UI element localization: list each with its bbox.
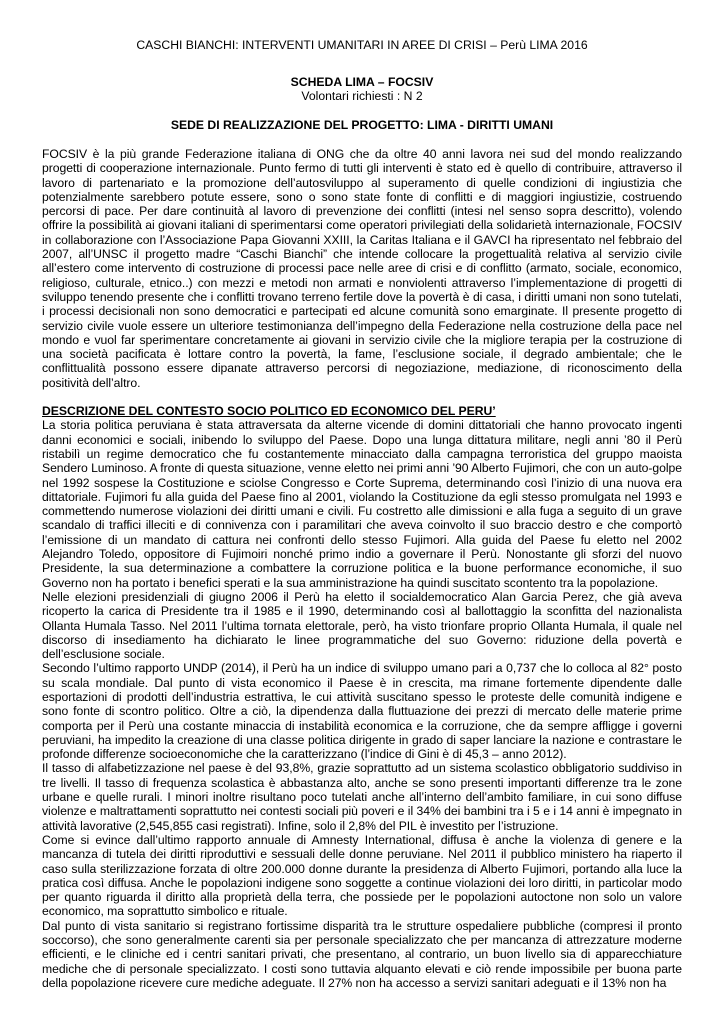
context-paragraph-economy: Secondo l’ultimo rapporto UNDP (2014), il Perù ha un indice di sviluppo umano pari a 0,737 che lo colloca al 82° posto su scala mondiale. Dal punto di vista economico il Paese è in crescita, ma rimane fortemente dipendente dalle esportazioni di prodotti dell’industria estrattiva, le cui attività suscitano spesso le proteste delle comunità indigene e sono fonte di scontro politico. Oltre a ciò, la dipendenza dalla fluttuazione dei prezzi di mercato delle materie prime comporta per il Perù una costante minaccia di instabilità economica e la corruzione, che da sempre affligge i governi peruviani, ha impedito la creazione di una classe politica dirigente in grado di saper lanciare la nazione e contrastare le profonde differenze socioeconomiche che la caratterizzano (l’indice di Gini è di 45,3 – anno 2012).: [42, 661, 682, 762]
context-paragraph-education: Il tasso di alfabetizzazione nel paese è del 93,8%, grazie soprattutto ad un sistema scolastico obbligatorio suddiviso in tre livelli. Il tasso di frequenza scolastica è abbastanza alto, anche se sono presenti importanti differenze tra le zone urbane e quelle rurali. I minori inoltre risultano poco tutelati anche all’interno dell’ambito familiare, in cui sono diffuse violenze e maltrattamenti soprattutto nei contesti sociali più poveri e il 34% dei bambini tra i 5 e i 14 anni è impegnato in attività lavorative (2,545,855 casi registrati). Infine, solo il 2,8% del PIL è investito per l’istruzione.: [42, 761, 682, 833]
scheda-title: SCHEDA LIMA – FOCSIV: [290, 75, 434, 89]
context-paragraph-health: Dal punto di vista sanitario si registrano fortissime disparità tra le strutture ospedaliere pubbliche (compresi il pronto soccorso), che sono generalmente carenti sia per personale specializzato che per mancanza di attrezzature moderne efficienti, e le cliniche ed i centri sanitari privati, che presentano, al contrario, un buon livello sia di apparecchiature mediche che di personale specializzato. I costi sono tuttavia alquanto elevati e ciò rende impossibile per buona parte della popolazione ricevere cure mediche adeguate. Il 27% non ha accesso a servizi sanitari adeguati e il 13% non ha: [42, 918, 682, 990]
document-header: CASCHI BIANCHI: INTERVENTI UMANITARI IN AREE DI CRISI – Perù LIMA 2016: [136, 38, 588, 52]
intro-paragraph: FOCSIV è la più grande Federazione italiana di ONG che da oltre 40 anni lavora nei sud del mondo realizzando progetti di cooperazione internazionale. Punto fermo di tutti gli interventi è stato ed è quello di contribuire, attraverso il lavoro di partenariato e la promozione dell’autosviluppo al superamento di quelle condizioni di ingiustizia che potenzialmente sarebbero potute essere, sono o sono state fonte di conflitti e di maggiori ingiustizie, costruendo percorsi di pace. Per dare continuità al lavoro di prevenzione dei conflitti (intesi nel senso sopra descritto), volendo offrire la possibilità ai giovani italiani di sperimentarsi come operatori privilegiati della solidarietà internazionale, FOCSIV in collaborazione con l’Associazione Papa Giovanni XXIII, la Caritas Italiana e il GAVCI ha ripresentato nel febbraio del 2007, all’UNSC il progetto madre “Caschi Bianchi” che intende collocare la progettualità relativa al servizio civile all’estero come intervento di costruzione di processi pace nelle aree di crisi e di conflitto (armato, sociale, economico, religioso, culturale, etnico..) con mezzi e metodi non armati e nonviolenti attraverso l’implementazione di progetti di sviluppo tenendo presente che i conflitti trovano terreno fertile dove la povertà è di casa, i diritti umani non sono tutelati, i processi decisionali non sono democratici e partecipati ed alcune comunità sono emarginate. Il presente progetto di servizio civile vuole essere un ulteriore testimonianza dell’impegno della Federazione nella costruzione della pace nel mondo e vuol far sperimentare concretamente ai giovani in servizio civile che la migliore terapia per la costruzione di una società pacificata è lottare contro la povertà, la fame, l’esclusione sociale, il degrado ambientale; che le conflittualità possono essere dipanate attraverso percorsi di negoziazione, mediazione, di riconoscimento della positività dell’altro.: [42, 147, 682, 390]
context-section-heading: DESCRIZIONE DEL CONTESTO SOCIO POLITICO ED ECONOMICO DEL PERU’: [42, 404, 496, 419]
context-paragraph-rights: Come si evince dall’ultimo rapporto annuale di Amnesty International, diffusa è anche la violenza di genere e la mancanza di tutela dei diritti riproduttivi e sessuali delle donne peruviane. Nel 2011 il pubblico ministero ha riaperto il caso sulla sterilizzazione forzata di oltre 200.000 donne durante la presidenza di Alberto Fujimori, portando alla luce la pratica così diffusa. Anche le popolazioni indigene sono soggette a continue violazioni dei loro diritti, in particolar modo per quanto riguarda il diritto alla proprietà della terra, che possiede per le popolazioni autoctone non solo un valore economico, ma soprattutto simbolico e rituale.: [42, 832, 682, 919]
volunteers-required: Volontari richiesti : N 2: [301, 89, 423, 103]
document-page: [42, 38, 682, 990]
context-paragraph-elections: Nelle elezioni presidenziali di giugno 2006 il Perù ha eletto il socialdemocratico Alan Garcia Perez, che già aveva ricoperto la carica di Presidente tra il 1985 e il 1990, determinando così al ballottaggio la sconfitta del nazionalista Ollanta Humala Tasso. Nel 2011 l’ultima tornata elettorale, però, ha visto trionfare proprio Ollanta Humala, il quale nel discorso di insediamento ha dichiarato le linee programmatiche del suo Governo: riduzione della povertà e dell’esclusione sociale.: [42, 589, 682, 662]
context-paragraph-history: La storia politica peruviana è stata attraversata da alterne vicende di domini dittatoriali che hanno provocato ingenti danni economici e sociali, inibendo lo sviluppo del Paese. Dopo una lunga dittatura militare, negli anni ’80 il Perù ristabilì un regime democratico che fu costantemente minacciato dalla campagna terroristica del gruppo maoista Sendero Luminoso. A fronte di questa situazione, venne eletto nei primi anni ’90 Alberto Fujimori, che con un auto-golpe nel 1992 sospese la Costituzione e sciolse Congresso e Corte Suprema, determinando così l’inizio di una nuova era dittatoriale. Fujimori fu alla guida del Paese fino al 2001, violando la Costituzione da egli stesso promulgata nel 1993 e commettendo numerose violazioni dei diritti umani e civili. Fu costretto alle dimissioni e alla fuga a seguito di un grave scandalo di traffici illeciti e di connivenza con i paramilitari che aveva coinvolto il suo braccio destro e che comportò l’emissione di un mandato di cattura nei confronti dello stesso Fujimori. Alla guida del Paese fu eletto nel 2002 Alejandro Toledo, oppositore di Fujimoiri nonché primo indio a governare il Perù. Nonostante gli sforzi del nuovo Presidente, la sua determinazione a combattere la corruzione politica e la buone performance economiche, il suo Governo non ha portato i benefici sperati e la sua amministrazione ha quindi suscitato scontento tra la popolazione.: [42, 418, 682, 590]
project-site-title: SEDE DI REALIZZAZIONE DEL PROGETTO: LIMA - DIRITTI UMANI: [170, 118, 554, 132]
